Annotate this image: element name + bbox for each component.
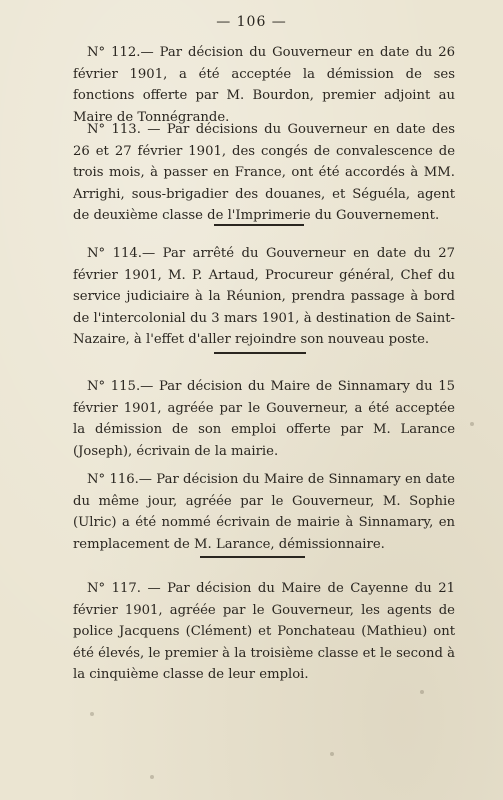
entry-117: N° 117. — Par décision du Maire de Cayenne du 21 février 1901, agréée par le Gouverneur, les agents de police Jacquens (Clément) et Ponchateau (Mathieu) ont été élevés, le premier à la troisième classe et le second à la cinquième classe de leur emploi. bbox=[73, 581, 455, 683]
separator-rule bbox=[214, 352, 306, 354]
paper-speck bbox=[330, 752, 334, 756]
paper-speck bbox=[90, 712, 94, 716]
page-number: — 106 — bbox=[216, 14, 287, 30]
entry-115: N° 115.— Par décision du Maire de Sinnamary du 15 février 1901, agréée par le Gouverneur, a été acceptée la démission de son emploi offerte par M. Larance (Joseph), écrivain de la mairie. bbox=[73, 379, 455, 459]
paper-speck bbox=[420, 690, 424, 694]
paper-speck bbox=[470, 422, 474, 426]
entry-112: N° 112.— Par décision du Gouverneur en date du 26 février 1901, a été acceptée la démission de ses fonctions offerte par M. Bourdon, premier adjoint au Maire de Tonnégrande. bbox=[73, 45, 455, 125]
entry-114: N° 114.— Par arrêté du Gouverneur en date du 27 février 1901, M. P. Artaud, Procureur général, Chef du service judiciaire à la Réunion, prendra passage à bord de l'intercolonial du 3 mars 1901, à destination de Saint-Nazaire, à l'effet d'aller rejoindre son nouveau poste. bbox=[73, 246, 455, 348]
entry-113: N° 113. — Par décisions du Gouverneur en date des 26 et 27 février 1901, des congés de convalescence de trois mois, à passer en France, ont été accordés à MM. Arrighi, sous-brigadier des douanes, et Séguéla, agent de deuxième classe de l'Imprimerie du Gouvernement. bbox=[73, 122, 455, 224]
separator-rule bbox=[214, 224, 304, 226]
separator-rule bbox=[200, 556, 305, 558]
entry-116: N° 116.— Par décision du Maire de Sinnamary en date du même jour, agréée par le Gouverneur, M. Sophie (Ulric) a été nommé écrivain de mairie à Sinnamary, en remplacement de M. Larance, démissionnaire. bbox=[73, 472, 455, 552]
paper-speck bbox=[150, 775, 154, 779]
